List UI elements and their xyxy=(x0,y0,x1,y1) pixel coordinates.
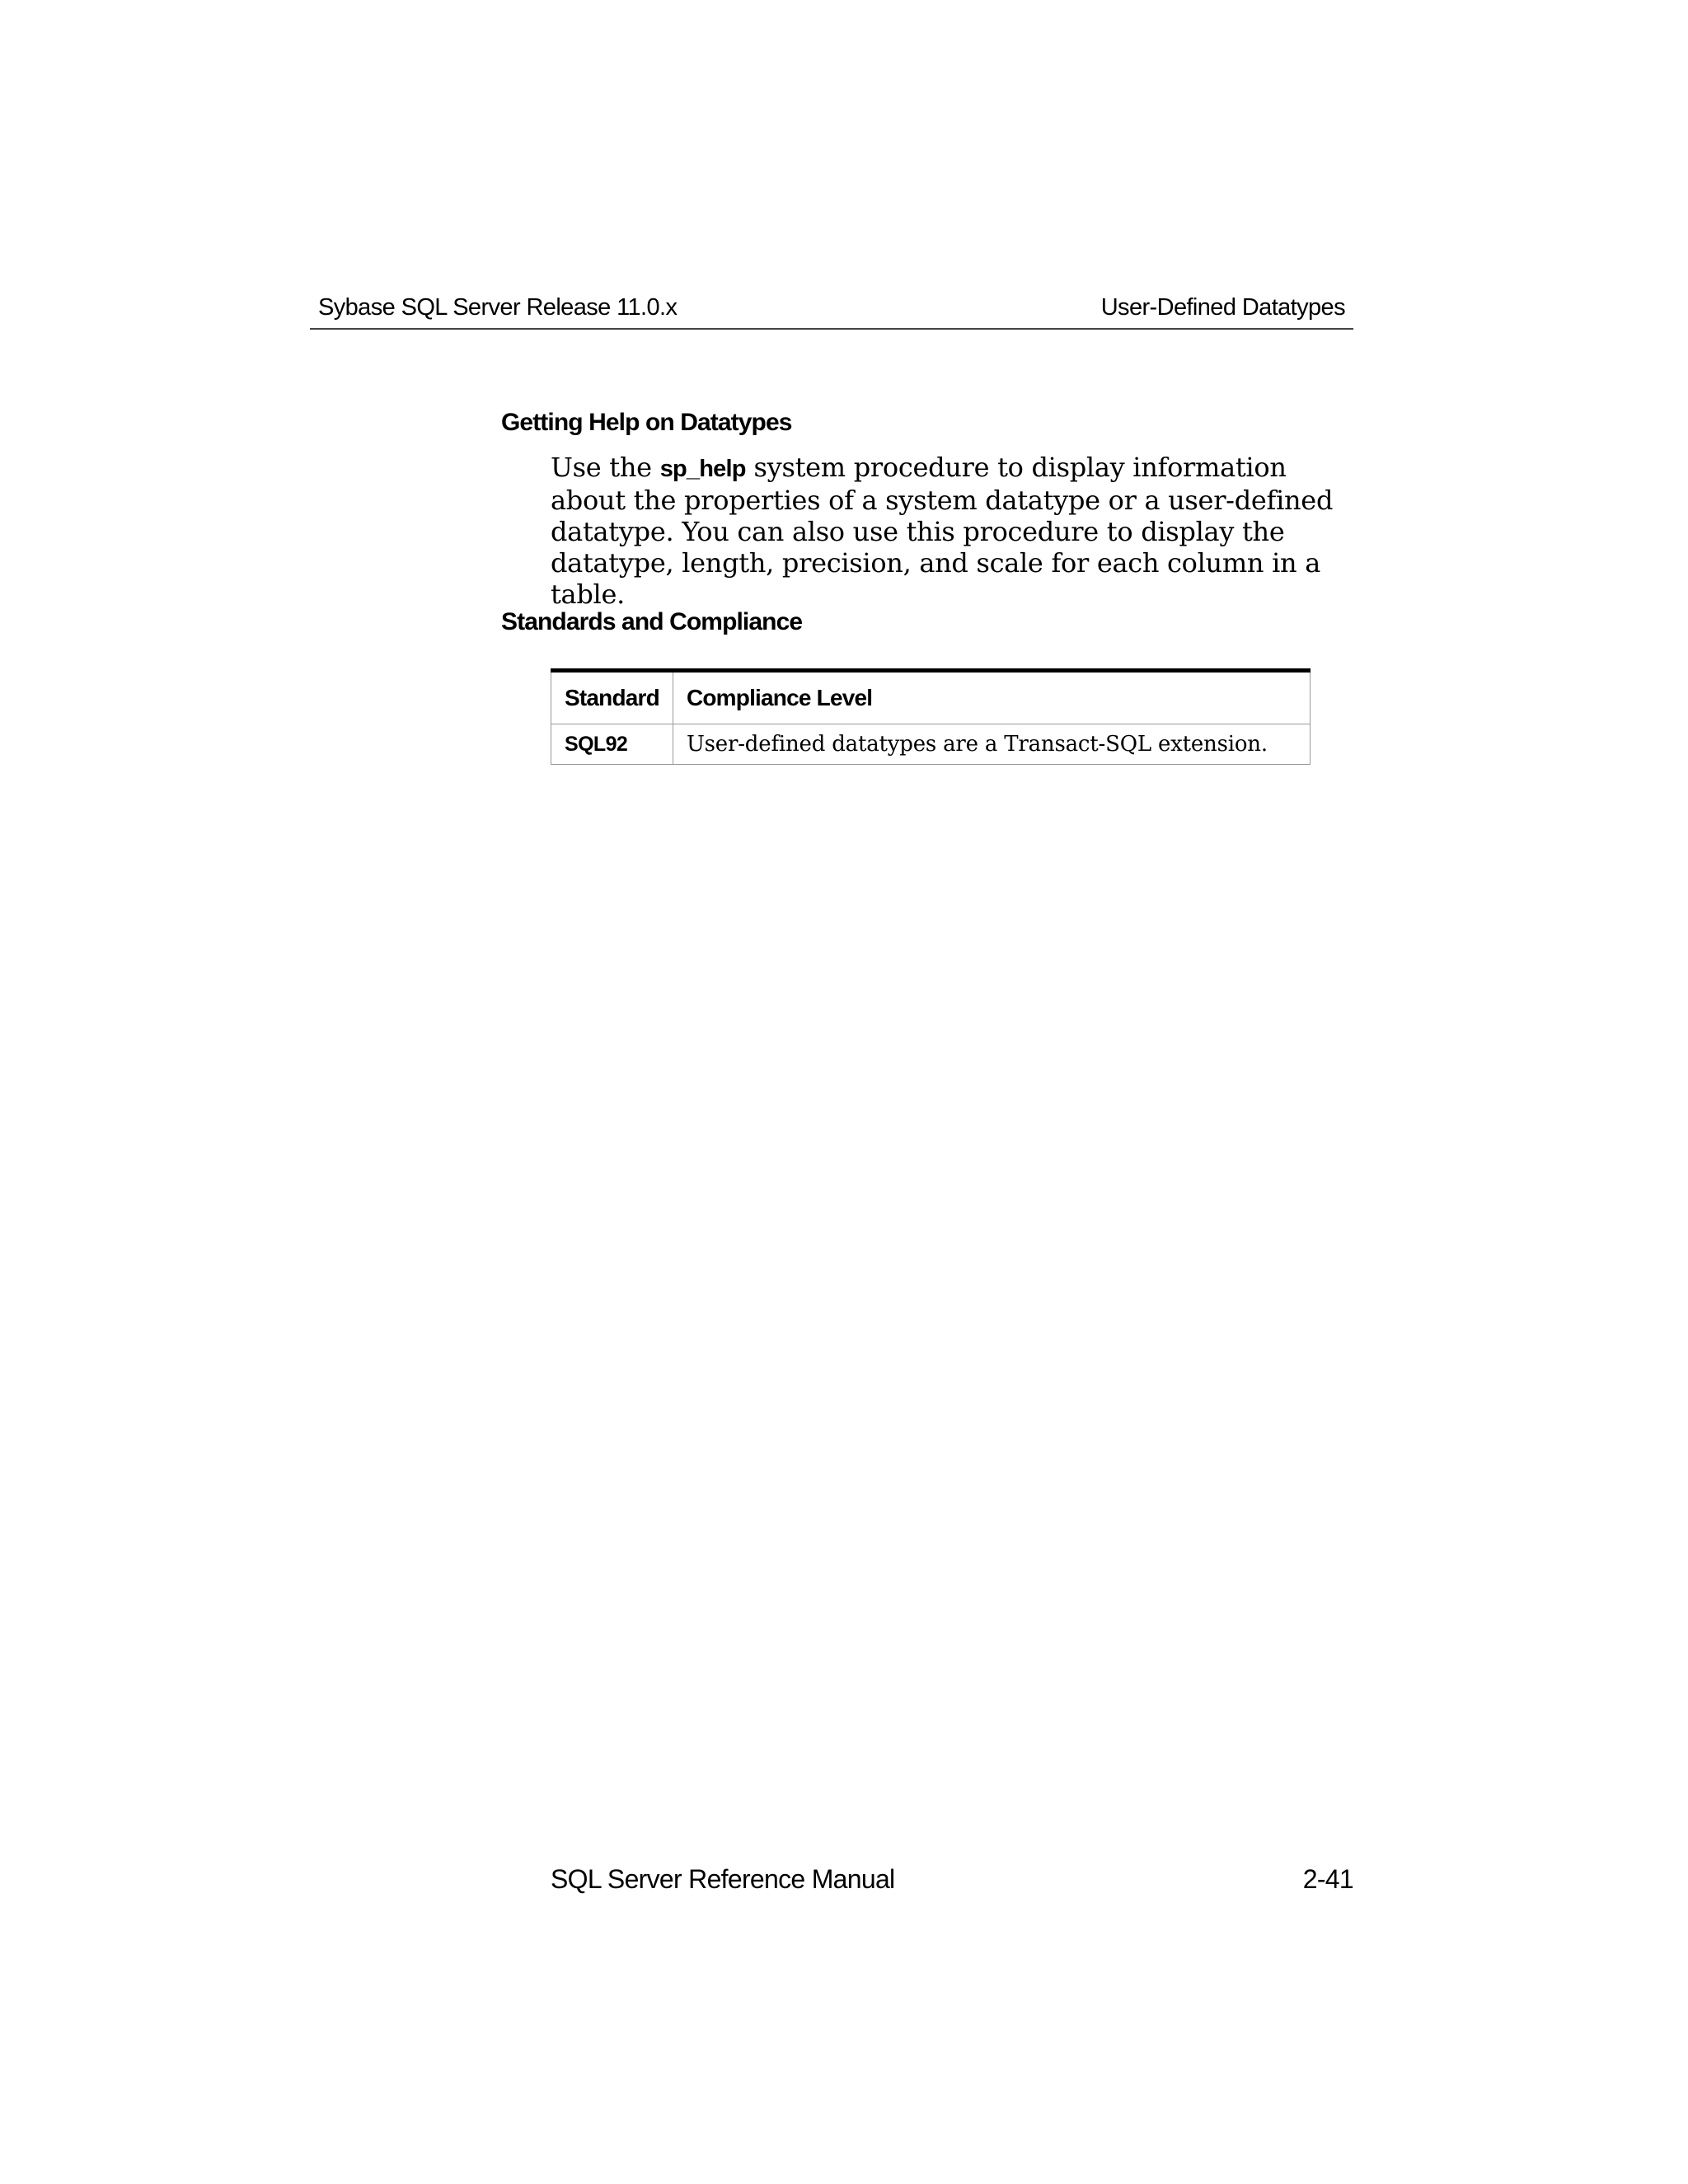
column-header-standard: Standard xyxy=(551,671,673,724)
section-heading-standards: Standards and Compliance xyxy=(501,608,803,635)
cell-standard: SQL92 xyxy=(551,724,673,765)
paragraph-text-after: system procedure to display information about the properties of a system datatype or a user-defined datatype. You can also use this procedure to display the datatype, length, precision, and scale for each column in a table. xyxy=(551,452,1334,610)
section-heading-getting-help: Getting Help on Datatypes xyxy=(501,409,792,436)
paragraph-text-before: Use the xyxy=(551,452,660,483)
table-row xyxy=(551,724,1311,765)
inline-code-sp-help: sp_help xyxy=(659,456,746,482)
running-header xyxy=(310,288,1353,330)
table-header-row xyxy=(551,671,1311,724)
footer-manual-title: SQL Server Reference Manual xyxy=(551,1864,895,1894)
header-product-release: Sybase SQL Server Release 11.0.x xyxy=(318,294,678,321)
body-paragraph-sp-help xyxy=(551,452,1358,610)
footer-page-number: 2-41 xyxy=(1302,1864,1353,1894)
header-chapter-title: User-Defined Datatypes xyxy=(1100,294,1345,321)
cell-compliance-level: User-defined datatypes are a Transact-SQL extension. xyxy=(673,724,1310,765)
column-header-compliance-level: Compliance Level xyxy=(673,671,1310,724)
compliance-table xyxy=(551,668,1311,765)
